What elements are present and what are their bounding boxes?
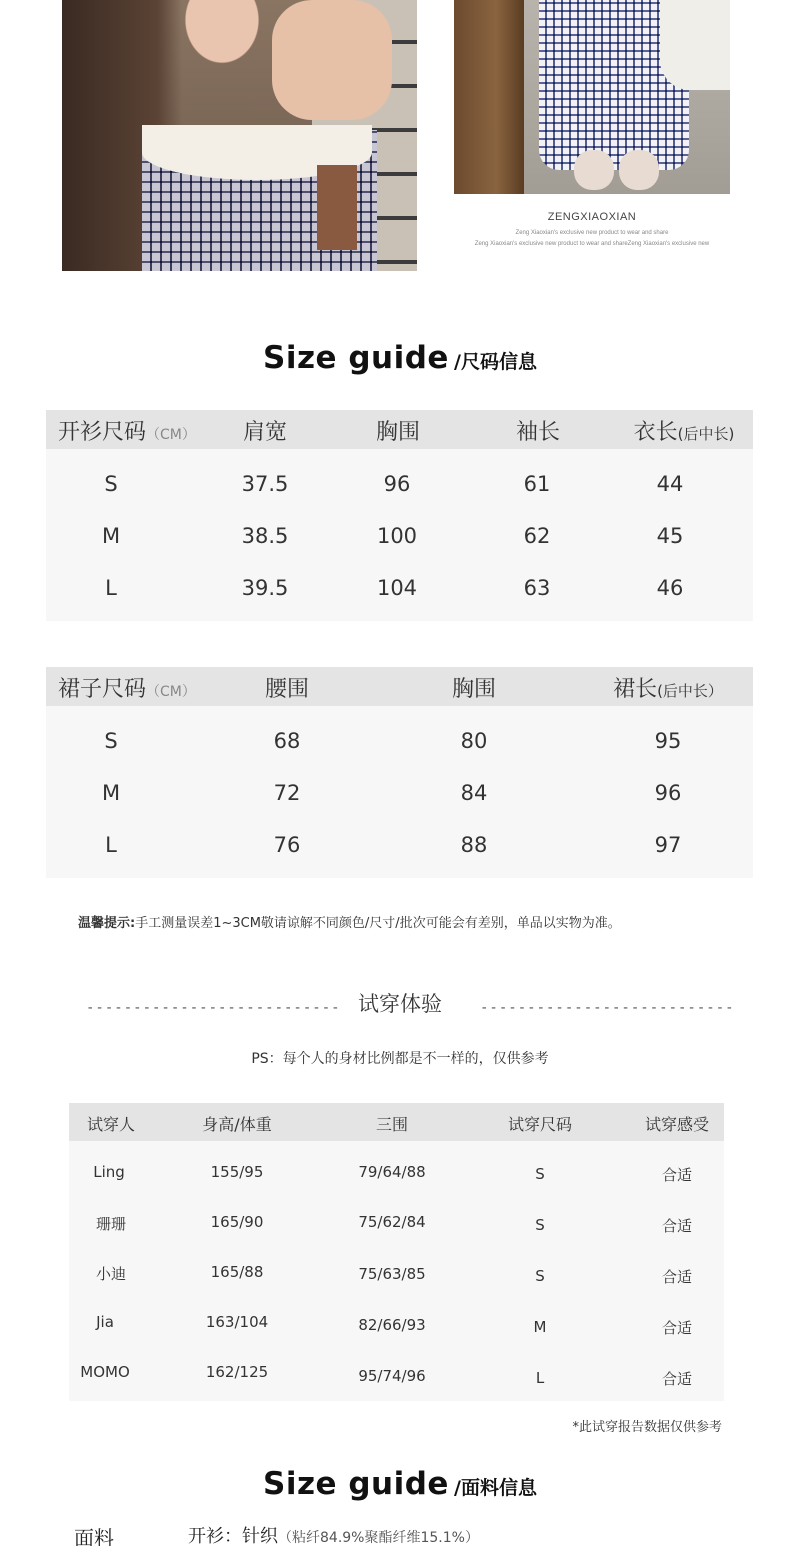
fabric-guide-subtitle: /面料信息 (454, 1477, 537, 1499)
tester-name: 珊珊 (95, 1215, 127, 1233)
table-cell: 162/125 (205, 1363, 269, 1381)
table-cell: 88 (460, 833, 488, 857)
model-photo-right (454, 0, 730, 194)
fabric-composition: （粘纤84.9%聚酯纤维15.1%） (278, 1530, 479, 1546)
divider-left: --------------------------- (86, 1000, 341, 1016)
table-cell: 63 (523, 576, 551, 600)
model-photo-left (62, 0, 417, 271)
table-cell: 68 (273, 729, 301, 753)
brand-tagline-repeat: Zeng Xiaoxian's exclusive new product to wear and shareZeng Xiaoxian's exclusive new (474, 241, 710, 247)
table-cell: 合适 (661, 1268, 693, 1286)
header-shoulder: 肩宽 (242, 420, 288, 445)
table-cell: 38.5 (241, 524, 289, 548)
table-cell: 61 (523, 472, 551, 496)
table-cell: 155/95 (210, 1163, 264, 1181)
header-skirt-length: 裙长(后中长） (613, 677, 723, 702)
size-guide-title (0, 340, 800, 376)
table-row-size: S (104, 472, 118, 496)
table-cell: 163/104 (205, 1313, 269, 1331)
header-length: 衣长(后中长) (633, 420, 735, 445)
header-chest: 胸围 (375, 420, 421, 445)
fabric-guide-title (0, 1466, 800, 1502)
table-cell: 72 (273, 781, 301, 805)
tester-name: 小迪 (95, 1265, 127, 1283)
trial-ps-note: PS：每个人的身材比例都是不一样的，仅供参考 (251, 1051, 549, 1067)
tip-label: 温馨提示: (78, 916, 136, 931)
size-guide-title-text: Size guide (263, 340, 449, 376)
size-guide-subtitle: /尺码信息 (454, 351, 537, 373)
table-cell: 44 (656, 472, 684, 496)
skirt-table-header (46, 667, 753, 706)
skirt-size-label: 裙子尺码（CM） (58, 677, 196, 702)
table-cell: 62 (523, 524, 551, 548)
table-cell: 76 (273, 833, 301, 857)
table-cell: 45 (656, 524, 684, 548)
fabric-value: 开衫：针织（粘纤84.9%聚酯纤维15.1%） (188, 1526, 479, 1546)
table-row-size: L (105, 833, 117, 857)
header-trial-size: 试穿尺码 (507, 1115, 573, 1134)
tip-text: 手工测量误差1~3CM敬请谅解不同颜色/尺寸/批次可能会有差别，单品以实物为准。 (135, 916, 621, 931)
table-cell: 96 (654, 781, 682, 805)
table-cell: 合适 (661, 1319, 693, 1337)
trial-table (69, 1103, 724, 1401)
table-cell: 合适 (661, 1370, 693, 1388)
skirt-size-table (46, 667, 753, 878)
fabric-label: 面料 (74, 1526, 114, 1546)
measurement-tip (78, 912, 621, 931)
table-cell: 37.5 (241, 472, 289, 496)
table-cell: 165/88 (210, 1263, 264, 1281)
cardigan-size-table (46, 410, 753, 621)
table-row-size: L (105, 576, 117, 600)
table-cell: 合适 (661, 1166, 693, 1184)
table-row-size: S (104, 729, 118, 753)
table-cell: 75/62/84 (358, 1213, 426, 1231)
tester-name: Ling (93, 1163, 125, 1181)
cardigan-size-label: 开衫尺码（CM） (58, 420, 196, 445)
table-cell: 100 (376, 524, 418, 548)
trial-title: 试穿体验 (358, 992, 442, 1016)
table-cell: L (535, 1369, 545, 1387)
header-tester: 试穿人 (86, 1115, 136, 1134)
table-cell: 39.5 (241, 576, 289, 600)
header-chest: 胸围 (451, 677, 497, 702)
table-cell: 82/66/93 (358, 1316, 426, 1334)
table-cell: S (535, 1216, 545, 1234)
table-cell: M (533, 1318, 547, 1336)
trial-footnote: *此试穿报告数据仅供参考 (572, 1420, 722, 1435)
header-sleeve: 袖长 (515, 420, 561, 445)
header-height-weight: 身高/体重 (202, 1115, 272, 1134)
table-row-size: M (101, 781, 121, 805)
tester-name: MOMO (80, 1363, 130, 1381)
table-cell: 75/63/85 (358, 1265, 426, 1283)
table-cell: 96 (383, 472, 411, 496)
table-cell: 84 (460, 781, 488, 805)
table-cell: 79/64/88 (358, 1163, 426, 1181)
table-cell: 95/74/96 (358, 1367, 426, 1385)
table-cell: 46 (656, 576, 684, 600)
divider-right: --------------------------- (480, 1000, 735, 1016)
table-cell: 80 (460, 729, 488, 753)
table-cell: 104 (376, 576, 418, 600)
table-cell: 165/90 (210, 1213, 264, 1231)
header-waist: 腰围 (264, 677, 310, 702)
table-cell: 97 (654, 833, 682, 857)
table-row-size: M (101, 524, 121, 548)
brand-tagline: Zeng Xiaoxian's exclusive new product to wear and share (515, 230, 669, 236)
cardigan-table-header (46, 410, 753, 449)
table-cell: 95 (654, 729, 682, 753)
fabric-guide-title-text: Size guide (263, 1466, 449, 1502)
table-cell: S (535, 1267, 545, 1285)
trial-table-header (69, 1103, 724, 1141)
header-measurements: 三围 (375, 1115, 409, 1134)
brand-name: ZENGXIAOXIAN (547, 211, 637, 223)
header-trial-feel: 试穿感受 (644, 1115, 710, 1134)
table-cell: S (535, 1165, 545, 1183)
tester-name: Jia (96, 1313, 114, 1331)
table-cell: 合适 (661, 1217, 693, 1235)
